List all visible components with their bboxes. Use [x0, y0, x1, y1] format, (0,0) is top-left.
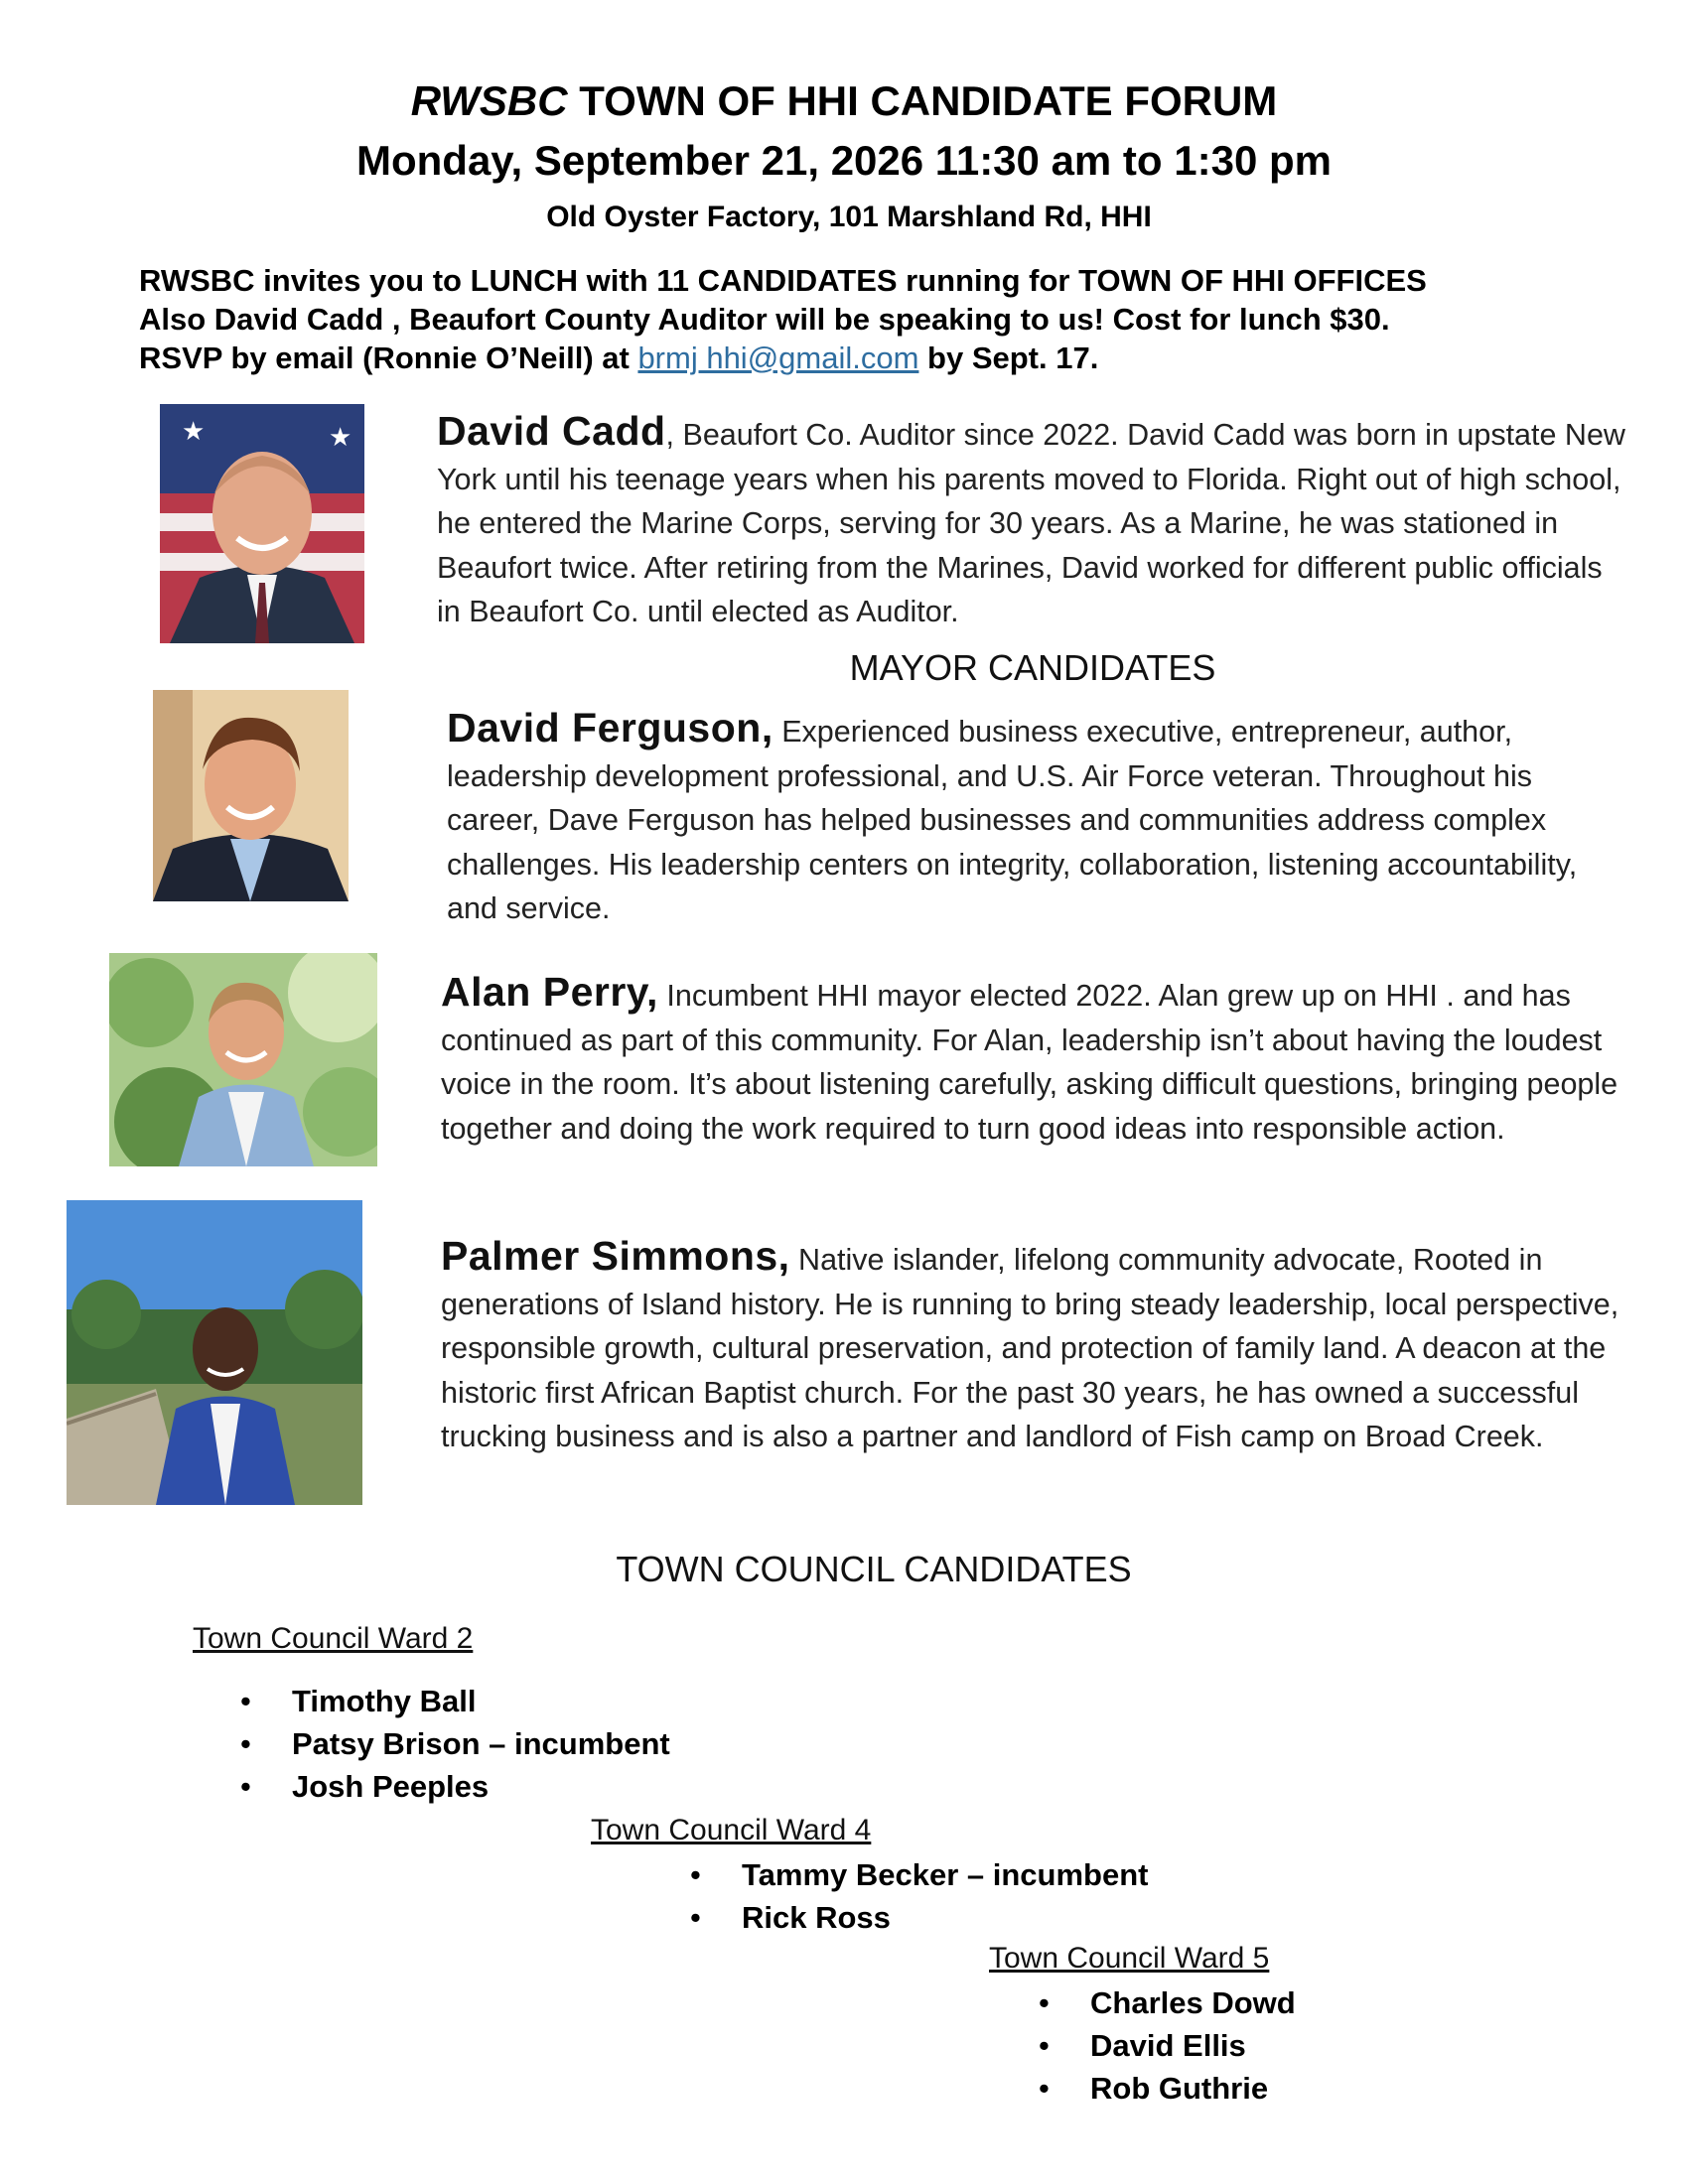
forum-datetime: Monday, September 21, 2026 11:30 am to 1:30 pm	[356, 137, 1332, 184]
invite-line-3	[139, 339, 1628, 377]
ward-2-list	[240, 1680, 670, 1808]
forum-title	[0, 77, 1688, 125]
list-item: • Josh Peeples	[240, 1765, 670, 1808]
alan-perry-photo	[109, 953, 377, 1166]
mayor-candidate-3	[441, 1234, 1628, 1459]
ward-5-section	[989, 1942, 1296, 2110]
list-item: • Charles Dowd	[1039, 1981, 1296, 2024]
palmer-simmons-photo	[67, 1200, 362, 1505]
list-item: • Patsy Brison – incumbent	[240, 1722, 670, 1765]
speaker-description: , Beaufort Co. Auditor since 2022. David Cadd was born in upstate New York until his teenage years when his parents moved to Florida. Right out of high school, he entered the Marine Corps, serving for 30 years. As a Marine, he was stationed in Beaufort twice. After retiring from the Marines, David worked for different public officials in Beaufort Co. until elected as Auditor.	[437, 418, 1625, 628]
ward-title: Town Council Ward 5	[989, 1942, 1270, 1975]
rsvp-deadline: by Sept. 17.	[918, 341, 1099, 375]
ward-title: Town Council Ward 4	[591, 1814, 872, 1846]
candidate-name: Alan Perry,	[441, 969, 658, 1015]
mayor-candidates-heading: MAYOR CANDIDATES	[849, 647, 1216, 688]
list-item: • Timothy Ball	[240, 1680, 670, 1722]
rsvp-email-link[interactable]: brmj hhi@gmail.com	[637, 341, 919, 375]
svg-text:★: ★	[329, 422, 352, 452]
ward-4-section	[591, 1814, 1148, 1939]
candidate-name: Palmer Simmons,	[441, 1233, 790, 1279]
list-item: • Rob Guthrie	[1039, 2067, 1296, 2110]
invite-line-1: RWSBC invites you to LUNCH with 11 CANDIDATES running for TOWN OF HHI OFFICES	[139, 263, 1427, 298]
forum-venue: Old Oyster Factory, 101 Marshland Rd, HHI	[546, 201, 1152, 233]
ward-4-list	[690, 1853, 1148, 1939]
invite-line-2: Also David Cadd , Beaufort County Auditor will be speaking to us! Cost for lunch $30.	[139, 302, 1390, 337]
mayor-candidate-1	[447, 706, 1628, 931]
candidate-bio: Incumbent HHI mayor elected 2022. Alan grew up on HHI . and has continued as part of this community. For Alan, leadership isn’t about having the loudest voice in the room. It’s about listening carefully, asking difficult questions, bringing people together and doing the work required to turn good ideas into responsible action.	[441, 979, 1618, 1146]
list-item: • David Ellis	[1039, 2024, 1296, 2067]
svg-text:★: ★	[182, 416, 206, 446]
title-rest: TOWN OF HHI CANDIDATE FORUM	[567, 77, 1278, 124]
list-item: • Rick Ross	[690, 1896, 1148, 1939]
list-item: • Tammy Becker – incumbent	[690, 1853, 1148, 1896]
town-council-heading: TOWN COUNCIL CANDIDATES	[616, 1549, 1132, 1589]
candidate-bio: Native islander, lifelong community advocate, Rooted in generations of Island history. He is running to bring steady leadership, local perspective, responsible growth, cultural preservation, and protection of family land. A deacon at the historic first African Baptist church. For the past 30 years, he has owned a successful trucking business and is also a partner and landlord of Fish camp on Broad Creek.	[441, 1243, 1619, 1453]
david-ferguson-photo	[153, 690, 349, 901]
invitation-block	[139, 261, 1628, 377]
title-org: RWSBC	[410, 77, 568, 124]
ward-5-list	[1039, 1981, 1296, 2110]
rsvp-text: RSVP by email (Ronnie O’Neill) at	[139, 341, 638, 375]
ward-title: Town Council Ward 2	[193, 1622, 474, 1655]
speaker-bio	[437, 409, 1628, 634]
ward-2-section	[193, 1622, 670, 1808]
mayor-candidate-2	[441, 970, 1628, 1151]
david-cadd-photo	[160, 404, 364, 643]
speaker-name: David Cadd	[437, 408, 666, 454]
candidate-bio: Experienced business executive, entrepreneur, author, leadership development professional, and U.S. Air Force veteran. Throughout his career, Dave Ferguson has helped businesses and communities address complex challenges. His leadership centers on integrity, collaboration, listening accountability, and service.	[447, 715, 1578, 925]
candidate-name: David Ferguson,	[447, 705, 774, 751]
